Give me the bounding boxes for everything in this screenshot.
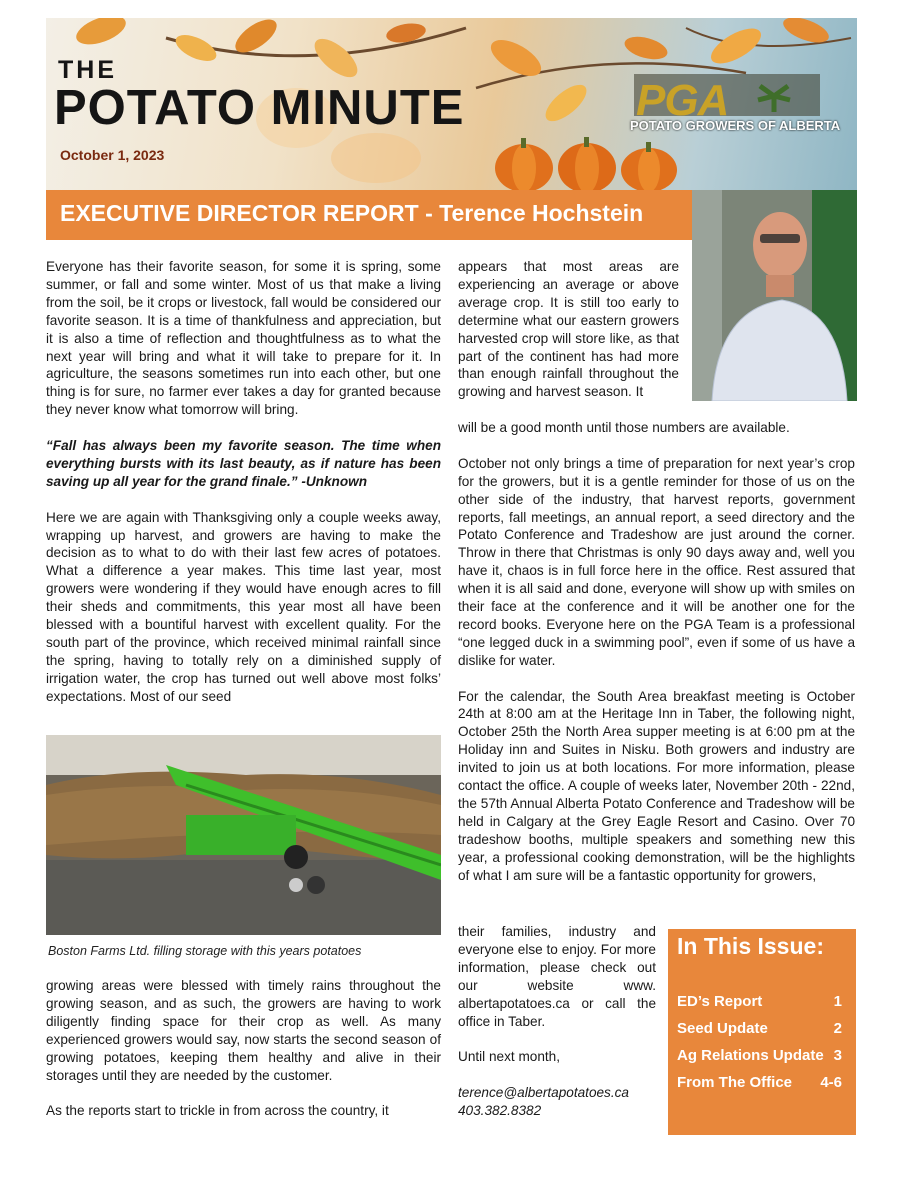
toc-item-page: 3 [833,1047,842,1064]
author-photo [692,190,857,401]
paragraph: As the reports start to trickle in from across the country, it [46,1103,389,1119]
column-left-top [46,258,441,706]
toc-item-page: 4-6 [820,1074,842,1091]
toc-item-label: ED’s Report [677,993,763,1010]
signoff: Until next month, [458,1049,560,1065]
pga-logo-text: PGA [636,76,729,125]
in-this-issue-box [668,929,856,1135]
in-this-issue-title: In This Issue: [677,933,824,959]
toc-item-label: From The Office [677,1074,793,1091]
toc-item[interactable] [677,993,842,1010]
paragraph: October not only brings a time of preparation for next year’s crop for the growers, but it is a gentle reminder for those of us on the other side of the industry, that harvest reports, government reports, fall meetings, an annual report, a seed directory and the Potato Conference and Tradeshow are just around the corner. Throw in there that Christmas is only 90 days away and, well you have it, chaos is in full force here in the office. Rest assured that when it is all said and done, everyone will show up with smiles on their face at the conference and it will be another one for the record books. Everyone here on the PGA Team is a professional “one legged duck in a swimming pool”, even if some of us have a dislike for water. [458,455,855,668]
column-left-bottom [46,977,441,1120]
toc-item[interactable] [677,1074,842,1091]
pga-logo-subtitle: POTATO GROWERS OF ALBERTA [630,118,841,133]
column-right-bottom [458,923,656,1120]
toc-item-label: Ag Relations Update [677,1047,824,1064]
paragraph: will be a good month until those numbers are available. [458,420,790,435]
pull-quote: “Fall has always been my favorite season. The time when everything bursts with its last beauty, as if nature has been saving up all year for the grand finale.” -Unknown [46,438,441,489]
paragraph: growing areas were blessed with timely rains throughout the growing season, and as such, the growers are having to work diligently finding space for their crop as well. As many experienced growers would say, now starts the second season of growing potatoes, keeping them healthy and alive in their storages until they are needed by the customer. [46,978,441,1083]
toc-item-page: 2 [833,1020,842,1037]
paragraph: For the calendar, the South Area breakfast meeting is October 24th at 8:00 am at the Heritage Inn in Taber, the following night, October 25th the North Area supper meeting is at 6:00 pm at the Holiday inn and Suites in Nisku. Both growers and industry are invited to join us at both locations. For more information, please contact the office. A couple of weeks later, November 20th - 22nd, the 57th Annual Alberta Potato Conference and Tradeshow will be held in Calgary at the Grey Eagle Resort and Casino. Over 70 tradeshow booths, multiple speakers and something new this year, a professional cooking demonstration, will be the highlights of what I am sure will be a fantastic opportunity for growers, [458,688,855,883]
section-title: EXECUTIVE DIRECTOR REPORT - Terence Hochstein [60,200,644,226]
masthead-title: POTATO MINUTE [54,81,465,135]
pumpkin-icon [495,138,553,190]
toc-item-page: 1 [833,993,842,1010]
section-header [46,190,692,240]
toc-item-label: Seed Update [677,1020,768,1037]
email-link[interactable]: terence@albertapotatoes.ca [458,1085,629,1101]
photo-caption: Boston Farms Ltd. filling storage with this years potatoes [48,944,362,958]
column-right [458,419,855,885]
masthead-the: THE [58,56,117,84]
column-right-wrap [458,258,679,401]
phone-number: 403.382.8382 [458,1103,542,1119]
potato-storage-photo [46,735,441,935]
toc-item[interactable] [677,1047,842,1064]
paragraph: appears that most areas are experiencing an average or above average crop. It is still too early to determine what our eastern growers harvested crop will store like, as that part of the continent has had more than enough rainfall throughout the growing and harvest season. It [458,259,679,400]
header-banner [46,18,857,190]
toc-item[interactable] [677,1020,842,1037]
paragraph: their families, industry and everyone else to enjoy. For more information, please check out our website www. albertapotatoes.ca or call the office in Taber. [458,924,656,1029]
paragraph: Everyone has their favorite season, for some it is spring, some summer, or fall and some winter. Most of us that make a living from the soil, be it crops or livestock, fall would be considered our favorite season. It is a time of thankfulness and appreciation, but it is also a time of reflection and thoughtfulness as to what the next year will bring and what it will take to prepare for it. In agriculture, the seasons sometimes run into each other, but one thing is for sure, no farmer ever takes a day for granted because they never know what tomorrow will bring. [46,259,441,418]
issue-date: October 1, 2023 [60,147,165,163]
paragraph: Here we are again with Thanksgiving only a couple weeks away, wrapping up harvest, and growers are having to make the decision as to what to do with their last few acres of potatoes. What a difference a year makes. This time last year, most growers were wondering if they would have enough acres to fill their sheds and commitments, this year most all have been blessed with a bountiful harvest with excellent quality. For the south part of the province, which received minimal rainfall since the spring, having to totally rely on a diminished supply of irrigation water, the crop has turned out well above most folks’ expectations. Most of our seed [46,509,441,704]
